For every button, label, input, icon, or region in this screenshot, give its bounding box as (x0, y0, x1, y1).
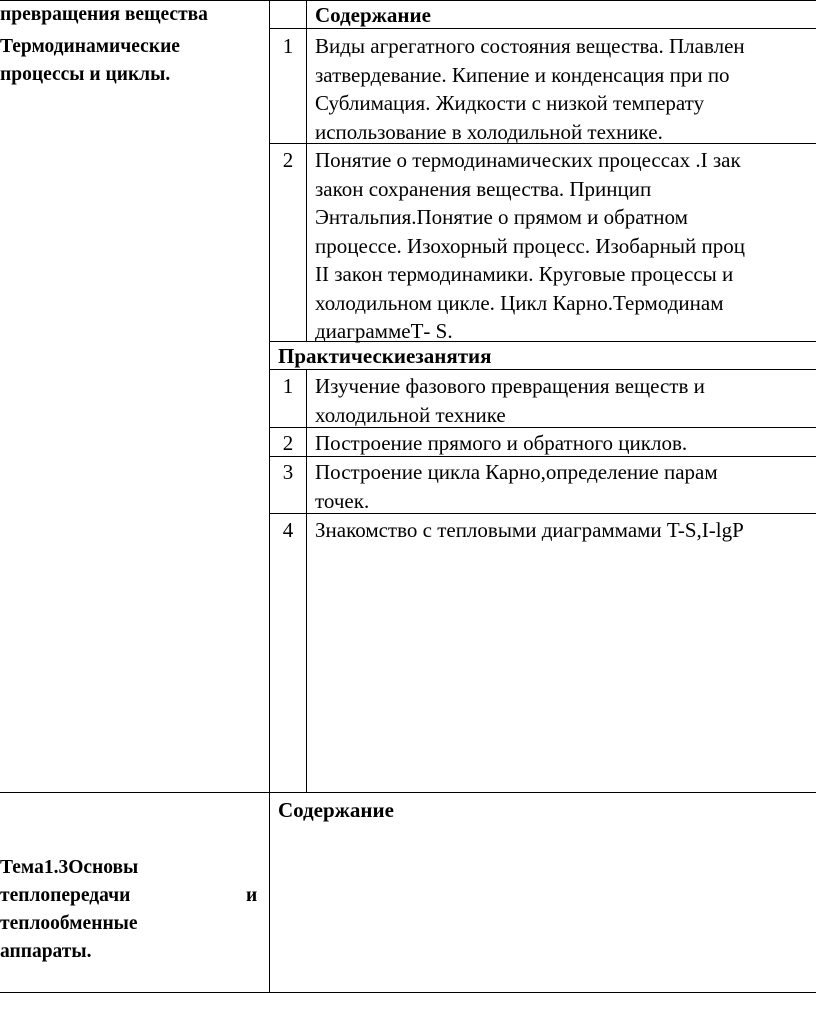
text-line: затвердевание. Кипение и конденсация при по (315, 62, 730, 87)
text-line: Понятие о термодинамических процессах .I зак (315, 148, 741, 172)
column-divider-number (306, 369, 307, 793)
row-number: 3 (282, 460, 294, 484)
text-line: Виды агрегатного состояния вещества. Плавлен (315, 34, 745, 58)
topic-title-line: Тема1.3Основы (0, 857, 139, 878)
topic-title-line: превращения вещества (0, 4, 208, 25)
topic-title-line: процессы и циклы. (0, 64, 171, 85)
topic-title-line: и (246, 885, 258, 906)
text-line: Построение цикла Карно,определение парам (315, 460, 718, 484)
row-number: 4 (282, 518, 294, 542)
practice-item-2 (315, 429, 816, 458)
text-line: холодильной технике (315, 402, 506, 427)
topic-title-line: теплопередачи (0, 885, 131, 906)
text-line: Энтальпия.Понятие о прямом и обратном (315, 205, 688, 229)
text-line: Изучение фазового превращения веществ и (315, 374, 705, 398)
text-line: точек. (315, 488, 370, 513)
table-section-divider (0, 792, 816, 793)
practice-item-3 (315, 458, 816, 515)
text-line: процессе. Изохорный процесс. Изобарный проц (315, 233, 746, 258)
row-number: 1 (282, 34, 294, 58)
content-item-1 (315, 32, 816, 146)
content-item-2 (315, 146, 816, 346)
text-line: диаграммеТ- S. (315, 319, 453, 343)
text-line: холодильном цикле. Цикл Карно.Термодинам (315, 290, 724, 315)
text-line: Построение прямого и обратного циклов. (315, 431, 688, 455)
section-header-content: Содержание (315, 3, 431, 27)
text-line: Сублимация. Жидкости с низкой температу (315, 91, 705, 115)
text-line: закон сохранения вещества. Принцип (315, 176, 652, 201)
section-header-practice: Практическиезанятия (278, 344, 492, 368)
topic-title-line: Термодинамические (0, 36, 180, 57)
table-border-bottom (0, 992, 816, 993)
row-number: 2 (282, 148, 294, 172)
text-line: II закон термодинамики. Круговые процессы и (315, 262, 734, 286)
text-line: Знакомство с тепловыми диаграммами T-S,I-lgP (315, 518, 744, 542)
text-line: использование в холодильной технике. (315, 119, 663, 144)
row-number: 2 (282, 431, 294, 455)
section-header-content: Содержание (278, 798, 394, 822)
row-number: 1 (282, 374, 294, 398)
practice-item-4 (315, 516, 816, 545)
column-divider-number (306, 0, 307, 342)
topic-title-line: теплообменные (0, 913, 138, 934)
practice-item-1 (315, 372, 816, 429)
topic-title-line: аппараты. (0, 941, 92, 962)
